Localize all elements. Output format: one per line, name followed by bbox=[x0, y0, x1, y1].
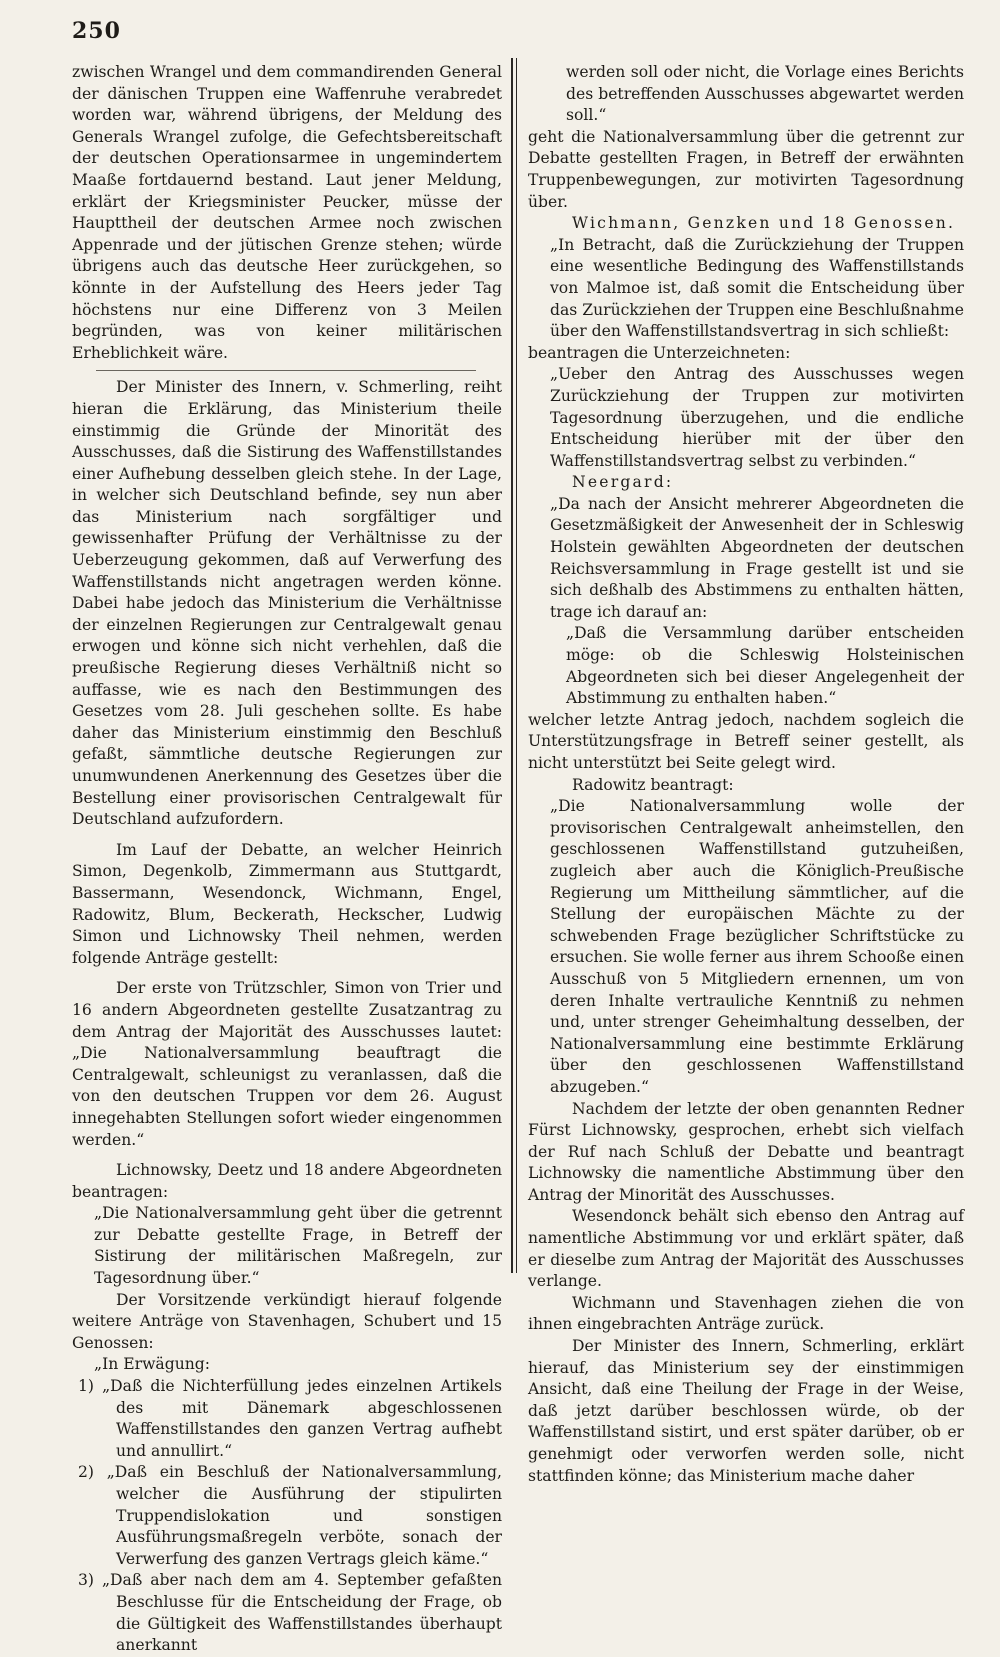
speaker-name: Radowitz beantragt: bbox=[572, 775, 734, 794]
numbered-item: 3) „Daß aber nach dem am 4. September gefaßten Beschlusse für die Entscheidung der Frage, ob die Gültigkeit des Waffenstillstandes überhaupt anerkannt bbox=[78, 1571, 502, 1655]
paragraph: Lichnowsky, Deetz und 18 andere Abgeordneten beantragen: bbox=[72, 1161, 502, 1201]
quoted-motion: „In Betracht, daß die Zurückziehung der Truppen eine wesentliche Bedingung des Waffenstillstands von Malmoe ist, daß somit die Entscheidung über das Zurückziehen der Truppen eine Beschlußnahme über den Waffenstillstandsvertrag in sich schließt: bbox=[550, 235, 964, 341]
paragraph: zwischen Wrangel und dem commandirenden General der dänischen Truppen eine Waffenruhe verabredet worden war, während übrigens, der Meldung des Generals Wrangel zufolge, die Gefechtsbereitschaft der deutschen Operationsarmee in ungemindertem Maaße fortdauernd bestand. Laut jener Meldung, erklärt der Kriegsminister Peucker, müsse der Haupttheil der deutschen Armee noch zwischen Appenrade und der jütischen Grenze stehen; würde übrigens auch das deutsche Heer zurückgehen, so könnte in der Aufstellung des Heers jeder Tag höchstens nur eine Differenz von 3 Meilen begründen, was von keiner militärischen Erheblichkeit wäre. bbox=[72, 63, 502, 362]
column-divider bbox=[511, 58, 513, 1273]
paragraph: beantragen die Unterzeichneten: bbox=[528, 343, 791, 362]
separator-line bbox=[96, 370, 476, 371]
signatories: Wichmann, Genzken und 18 Genossen. bbox=[572, 214, 956, 233]
paragraph: Der erste von Trützschler, Simon von Trier und 16 andern Abgeordneten gestellte Zusatzantrag zu dem Antrag der Majorität des Ausschusses lautet: „Die Nationalversammlung beauftragt die Centralgewalt, schleunigst zu veranlassen, daß die von den deutschen Truppen vor dem 26. August innegehabten Stellungen sofort wieder eingenommen werden.“ bbox=[72, 979, 502, 1149]
quoted-motion: „Ueber den Antrag des Ausschusses wegen Zurückziehung der Truppen zur motivirten Tagesordnung überzugehen, und die endliche Entscheidung hierüber mit der über den Waffenstillstandsvertrag selbst zu verbinden.“ bbox=[550, 365, 964, 470]
quoted-motion: „Die Nationalversammlung wolle der provisorischen Centralgewalt anheimstellen, den geschlossenen Waffenstillstand gutzuheißen, zugleich aber auch die Königlich-Preußische Regierung um Mittheilung sämmtlicher, auf die Stellung der europäischen Mächte zu der schwebenden Frage bezüglicher Schriftstücke zu ersuchen. Sie wolle ferner aus ihrem Schooße einen Ausschuß von 5 Mitgliedern ernennen, um von deren Inhalte vertrauliche Kenntniß zu nehmen und, unter strenger Geheimhaltung desselben, der Nationalversammlung eine bestimmte Erklärung über den geschlossenen Waffenstillstand abzugeben.“ bbox=[550, 797, 964, 1096]
paragraph: Der Minister des Innern, v. Schmerling, reiht hieran die Erklärung, das Ministerium theile einstimmig die Gründe der Minorität des Ausschusses, daß die Sistirung des Waffenstillstandes einer Aufhebung desselben gleich stehe. In der Lage, in welcher sich Deutschland befinde, sey nun aber das Ministerium nach sorgfältiger und gewissenhafter Prüfung der Verhältnisse zu der Ueberzeugung gekommen, daß auf Verwerfung des Waffenstillstands nicht angetragen werden könne. Dabei habe jedoch das Ministerium die Verhältnisse der einzelnen Regierungen zur Centralgewalt genau erwogen und könne sich nicht verhehlen, daß die preußische Regierung dieses Verhältniß nicht so auffasse, wie es nach den Bestimmungen des Gesetzes vom 28. Juli geschehen sollte. Es habe daher das Ministerium einstimmig den Beschluß gefaßt, sämmtliche deutsche Regierungen zur unumwundenen Anerkennung des Gesetzes über die Bestellung einer provisorischen Centralgewalt für Deutschland aufzufordern. bbox=[72, 378, 502, 829]
speaker-name: Neergard: bbox=[572, 473, 674, 492]
paragraph: geht die Nationalversammlung über die getrennt zur Debatte gestellten Fragen, in Betreff der erwähnten Truppenbewegungen, zur motivirten Tagesordnung über. bbox=[528, 127, 964, 211]
right-column bbox=[528, 62, 964, 1485]
numbered-item: 1) „Daß die Nichterfüllung jedes einzelnen Artikels des mit Dänemark abgeschlossenen Waffenstillstandes den ganzen Vertrag aufhebt und annullirt.“ bbox=[78, 1377, 502, 1460]
quoted-motion: „In Erwägung: bbox=[94, 1355, 211, 1374]
paragraph: Der Vorsitzende verkündigt hierauf folgende weitere Anträge von Stavenhagen, Schubert und 15 Genossen: bbox=[72, 1290, 502, 1352]
left-column bbox=[72, 62, 502, 1655]
paragraph: Im Lauf der Debatte, an welcher Heinrich Simon, Degenkolb, Zimmermann aus Stuttgardt, Bassermann, Wesendonck, Wichmann, Engel, Radowitz, Blum, Beckerath, Heckscher, Ludwig Simon und Lichnowsky Theil nehmen, werden folgende Anträge gestellt: bbox=[72, 840, 502, 967]
paragraph: welcher letzte Antrag jedoch, nachdem sogleich die Unterstützungsfrage in Betreff seiner gestellt, als nicht unterstützt bei Seite gelegt wird. bbox=[528, 710, 964, 772]
quoted-motion: „Daß die Versammlung darüber entscheiden möge: ob die Schleswig Holsteinischen Abgeordneten sich bei dieser Angelegenheit der Abstimmung zu enthalten haben.“ bbox=[566, 624, 964, 708]
page-number: 250 bbox=[72, 18, 121, 44]
paragraph: Nachdem der letzte der oben genannten Redner Fürst Lichnowsky, gesprochen, erhebt sich vielfach der Ruf nach Schluß der Debatte und beantragt Lichnowsky die namentliche Abstimmung über den Antrag der Minorität des Ausschusses. bbox=[528, 1099, 964, 1204]
quoted-motion: werden soll oder nicht, die Vorlage eines Berichts des betreffenden Ausschusses abgewartet werden soll.“ bbox=[566, 63, 964, 125]
paragraph: Wesendonck behält sich ebenso den Antrag auf namentliche Abstimmung vor und erklärt später, daß er dieselbe zum Antrag der Majorität des Ausschusses verlange. bbox=[528, 1207, 964, 1291]
paragraph: Wichmann und Stavenhagen ziehen die von ihnen eingebrachten Anträge zurück. bbox=[528, 1293, 964, 1334]
paragraph: Der Minister des Innern, Schmerling, erklärt hierauf, das Ministerium sey der einstimmigen Ansicht, daß eine Theilung der Frage in der Weise, daß jetzt darüber beschlossen würde, ob der Waffenstillstand sistirt, und erst später darüber, ob er genehmigt oder verworfen werden solle, nicht stattfinden könne; das Ministerium mache daher bbox=[528, 1337, 964, 1485]
numbered-item: 2) „Daß ein Beschluß der Nationalversammlung, welcher die Ausführung der stipulirten Truppendislokation und sonstigen Ausführungsmaßregeln verböte, sonach der Verwerfung des ganzen Vertrags gleich käme.“ bbox=[78, 1463, 502, 1568]
quoted-motion: „Die Nationalversammlung geht über die getrennt zur Debatte gestellte Frage, in Betreff der Sistirung der militärischen Maßregeln, zur Tagesordnung über.“ bbox=[94, 1204, 502, 1288]
quoted-motion: „Da nach der Ansicht mehrerer Abgeordneten die Gesetzmäßigkeit der Anwesenheit der in Schleswig Holstein gewählten Abgeordneten der deutschen Reichsversammlung in Frage gestellt ist und sie sich deßhalb des Abstimmens zu enthalten hätten, trage ich darauf an: bbox=[550, 494, 964, 621]
column-divider-inner bbox=[516, 58, 517, 1273]
